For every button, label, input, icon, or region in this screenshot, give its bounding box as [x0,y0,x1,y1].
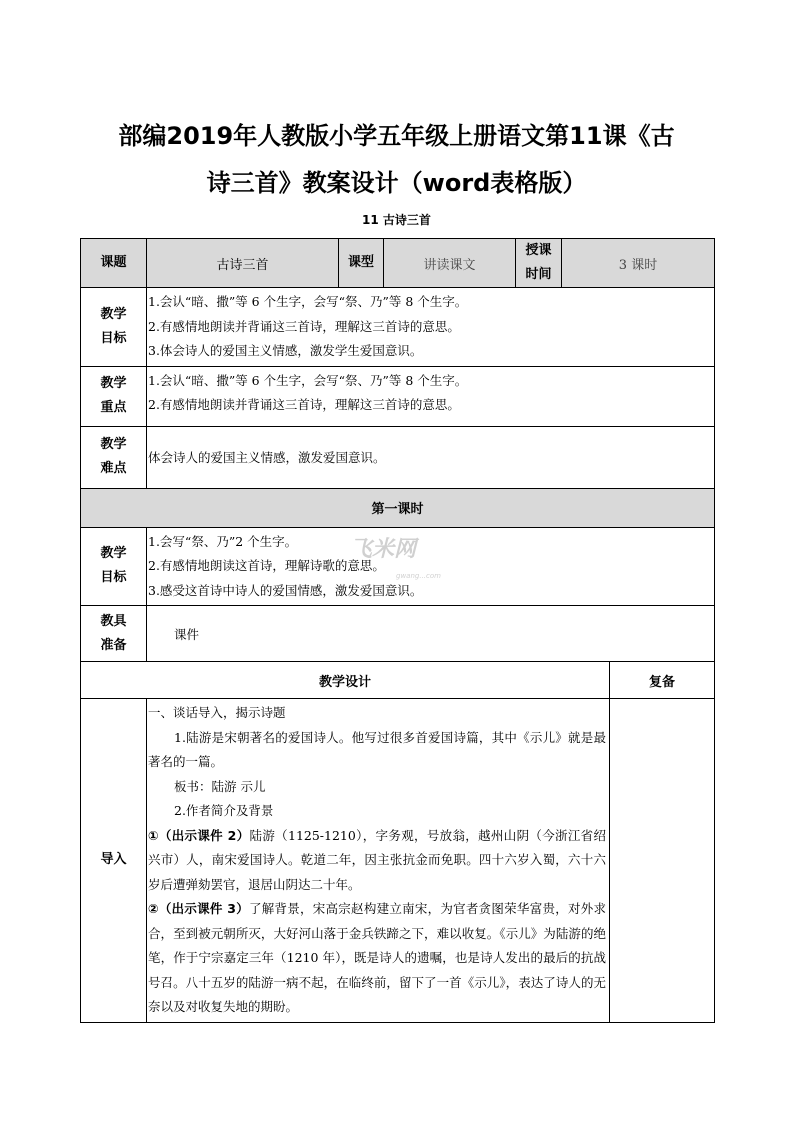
time-label-line-2: 时间 [525,267,552,282]
lesson1-goals-label-line-2: 目标 [100,570,127,586]
lesson1-goal-1: 1.会写“祭、乃”2 个生字。 [148,533,298,549]
key-points-label-line-1: 教学 [100,376,127,391]
type-label: 课型 [339,239,384,288]
goals-row [81,288,715,367]
difficulties-label-line-1: 教学 [100,437,127,452]
tools-content: 课件 [147,606,715,662]
goals-line-3: 3.体会诗人的爱国主义情感，激发学生爱国意识。 [148,343,423,358]
tools-label-line-2: 准备 [100,637,127,653]
intro-p4: 2.作者简介及背景 [174,803,274,818]
time-value: 3 课时 [562,239,715,288]
difficulties-label [81,426,147,488]
key-points-content [147,366,715,426]
lesson1-heading-row [81,488,715,527]
key-points-row [81,366,715,426]
design-heading-row [81,662,715,699]
goals-label [81,288,147,367]
design-heading: 教学设计 [81,662,610,699]
review-cell [610,699,715,1023]
tools-row [81,606,715,662]
key-points-label [81,366,147,426]
intro-p6-text: 了解背景，宋高宗赵构建立南宋，为官者贪图荣华富贵，对外求合，至到被元朝所灭，大好河山落于金兵铁蹄之下，难以收复。《示儿》为陆游的绝笔，作于宁宗嘉定三年（1210 年），既是诗人的遗嘱，也是诗人发出的最后的抗战号召。八十五岁的陆游一病不起，在临终前，留下了一首《示儿》，表达了诗人的无奈以及对收复失地的期盼。 [148,901,606,1014]
tools-label-line-1: 教具 [100,613,127,629]
goals-content [147,288,715,367]
goals-label-line-1: 教学 [100,306,127,322]
courseware-3-marker: ②（出示课件 3） [148,901,249,916]
title-line-2: 诗三首》教案设计（word表格版） [206,169,587,197]
lesson1-goal-2: 2.有感情地朗读这首诗，理解诗歌的意思。 [148,558,385,573]
lesson1-goal-3: 3.感受这首诗中诗人的爱国情感，激发爱国意识。 [148,582,423,598]
difficulties-row [81,426,715,488]
watermark-text: 飞米网 [350,537,417,562]
difficulties-content: 体会诗人的爱国主义情感，激发爱国意识。 [147,426,715,488]
key-points-label-line-2: 重点 [100,400,127,415]
lesson1-goals-content [147,527,715,606]
tools-label [81,606,147,662]
type-value: 讲读课文 [384,239,516,288]
intro-p6 [148,897,606,1020]
topic-value: 古诗三首 [147,239,339,288]
intro-p5-text: 陆游（1125-1210），字务观，号放翁，越州山阴（今浙江省绍兴市）人，南宋爱国诗人。乾道二年，因主张抗金而免职。四十六岁入蜀，六十六岁后遭弹劾罢官，退居山阴达二十年。 [148,827,606,892]
intro-label: 导入 [81,699,147,1023]
watermark-url: gwang...com [396,572,441,580]
lesson-plan-table [80,238,715,1023]
lesson1-goals-row [81,527,715,606]
lesson1-goals-label [81,527,147,606]
intro-p3: 板书：陆游 示儿 [174,778,266,794]
intro-p1: 一、谈话导入，揭示诗题 [148,705,286,720]
key-points-line-1: 1.会认“暗、撒”等 6 个生字，会写“祭、乃”等 8 个生字。 [148,372,468,388]
intro-content [147,699,610,1023]
courseware-2-marker: ①（出示课件 2） [148,827,250,843]
goals-line-2: 2.有感情地朗读并背诵这三首诗，理解这三首诗的意思。 [148,318,460,334]
time-label-line-1: 授课 [525,243,552,258]
difficulties-label-line-2: 难点 [100,461,127,476]
document-title [80,113,713,207]
intro-row [81,699,715,1023]
lesson1-heading: 第一课时 [81,488,715,527]
title-line-1: 部编2019年人教版小学五年级上册语文第11课《古 [118,122,675,150]
lesson-subtitle: 11 古诗三首 [362,213,431,227]
review-heading: 复备 [610,662,715,699]
header-row [81,239,715,288]
intro-p2: 1.陆游是宋朝著名的爱国诗人。他写过很多首爱国诗篇，其中《示儿》就是最著名的一篇。 [148,729,606,769]
topic-label: 课题 [81,239,147,288]
key-points-line-2: 2.有感情地朗读并背诵这三首诗，理解这三首诗的意思。 [148,397,460,412]
lesson1-goals-label-line-1: 教学 [100,546,127,562]
goals-label-line-2: 目标 [100,330,127,346]
intro-p5 [148,824,606,898]
goals-line-1: 1.会认“暗、撒”等 6 个生字，会写“祭、乃”等 8 个生字。 [148,294,468,309]
time-label [516,239,562,288]
